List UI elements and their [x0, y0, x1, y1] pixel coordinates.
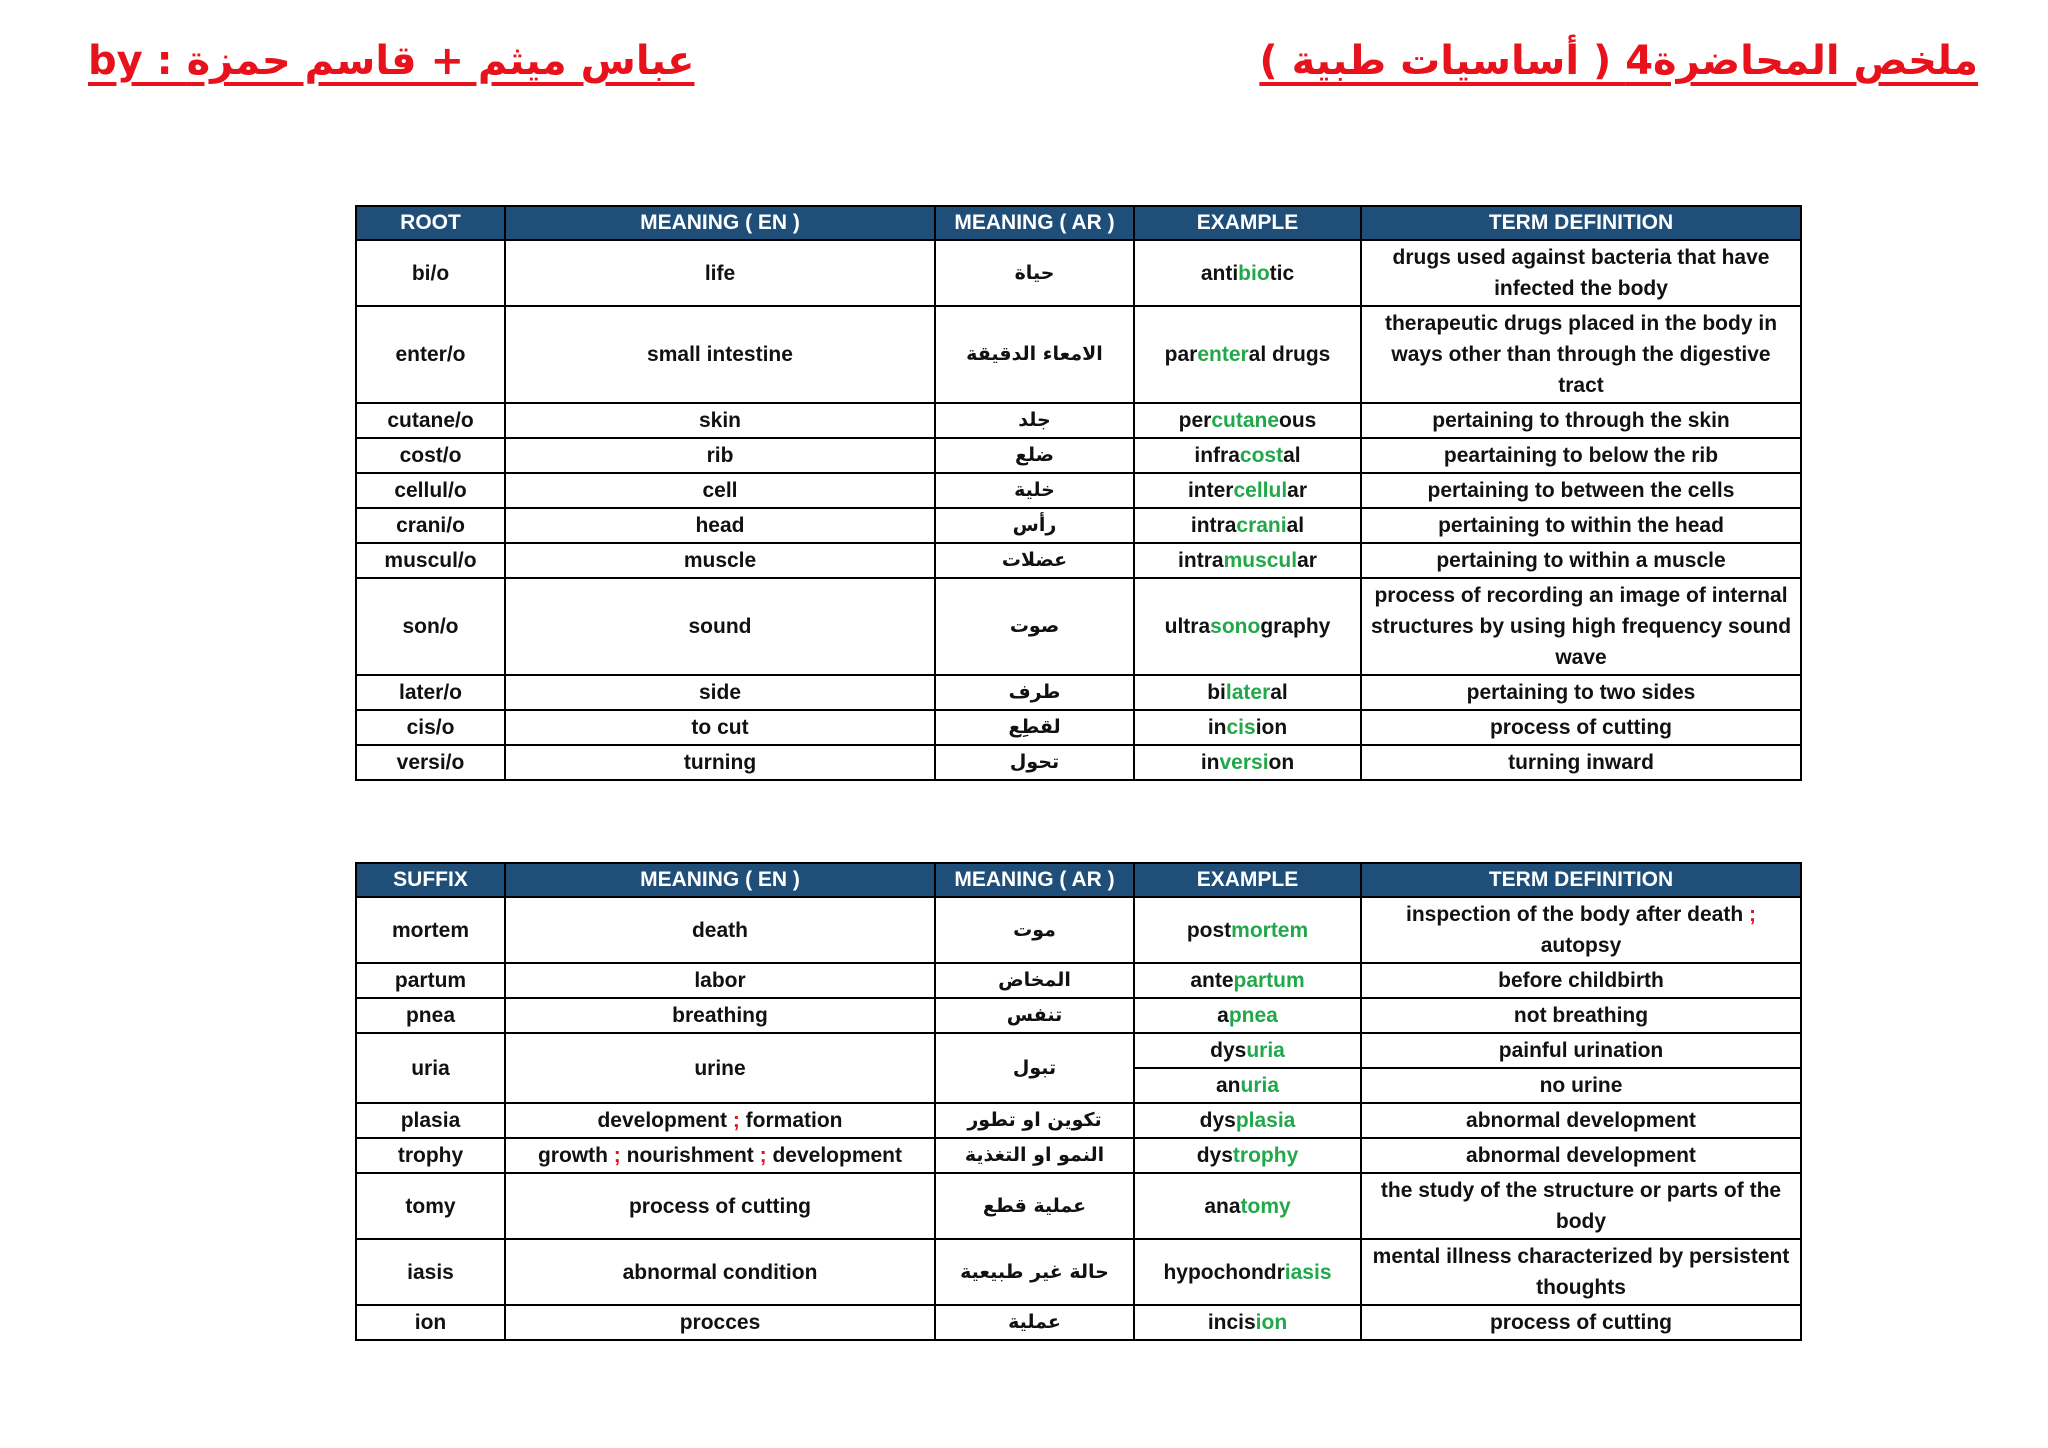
table-row: [356, 473, 1801, 508]
meaning-en-text: cell: [702, 479, 738, 502]
meaning-ar-cell: [935, 306, 1134, 403]
example-prefix: incis: [1207, 1311, 1256, 1334]
definition-cell: [1361, 306, 1801, 403]
example-cell: [1134, 306, 1361, 403]
meaning-ar-cell: [935, 1033, 1134, 1103]
example-cell: [1134, 1068, 1361, 1103]
meaning-en-text: muscle: [683, 549, 757, 572]
table-row: [356, 675, 1801, 710]
definition-text: pertaining to two sides: [1466, 681, 1696, 704]
definition-text: no urine: [1539, 1074, 1623, 1097]
root-text: muscul/o: [384, 549, 477, 572]
definition-cell: [1361, 508, 1801, 543]
col-header-example: EXAMPLE: [1134, 863, 1361, 897]
meaning-en-text: breathing: [672, 1004, 768, 1027]
separator: ;: [613, 1144, 621, 1167]
definition-cell: [1361, 1305, 1801, 1340]
root-cell: [356, 543, 505, 578]
roots-table: [355, 205, 1802, 781]
example-highlight: cellul: [1233, 479, 1288, 502]
suffixes-table: [355, 862, 1802, 1341]
suffix-cell: [356, 1103, 505, 1138]
meaning-en-cell: [505, 1239, 935, 1305]
suffix-text: iasis: [407, 1260, 454, 1284]
example-highlight: enter: [1197, 343, 1249, 366]
definition-cell: [1361, 710, 1801, 745]
suffix-text: tomy: [405, 1194, 456, 1218]
meaning-en-text: rib: [706, 444, 734, 467]
example-highlight: mortem: [1231, 918, 1309, 942]
root-cell: [356, 473, 505, 508]
col-header-meaning-en: MEANING ( EN ): [505, 863, 935, 897]
example-prefix: ante: [1190, 969, 1234, 992]
table-row: [356, 745, 1801, 780]
definition-text: inspection of the body after death: [1405, 903, 1750, 926]
example-prefix: in: [1200, 751, 1220, 774]
meaning-en-text: nourishment: [620, 1144, 760, 1167]
meaning-ar-text: تنفس: [1006, 1004, 1063, 1026]
suffix-text: ion: [414, 1311, 447, 1334]
example-cell: [1134, 438, 1361, 473]
example-suffix: al drugs: [1248, 343, 1331, 366]
meaning-ar-cell: [935, 1173, 1134, 1239]
root-text: enter/o: [395, 343, 466, 366]
meaning-en-text: small intestine: [647, 343, 793, 366]
meaning-en-cell: [505, 1138, 935, 1173]
separator: ;: [732, 1109, 740, 1132]
definition-cell: [1361, 543, 1801, 578]
example-prefix: in: [1207, 716, 1227, 739]
example-suffix: ous: [1279, 409, 1317, 432]
example-cell: [1134, 1033, 1361, 1068]
meaning-en-text: side: [698, 681, 742, 704]
meaning-ar-cell: [935, 1305, 1134, 1340]
definition-text: autopsy: [1540, 934, 1622, 957]
example-highlight: uria: [1240, 1074, 1280, 1097]
meaning-en-text: process of cutting: [628, 1194, 812, 1218]
example-prefix: an: [1215, 1074, 1241, 1097]
root-text: cost/o: [399, 444, 462, 467]
example-prefix: dys: [1199, 1109, 1236, 1132]
definition-cell: [1361, 438, 1801, 473]
meaning-en-text: life: [704, 261, 736, 285]
meaning-en-cell: [505, 963, 935, 998]
meaning-ar-cell: [935, 745, 1134, 780]
definition-cell: [1361, 1103, 1801, 1138]
example-cell: [1134, 998, 1361, 1033]
definition-text: pertaining to between the cells: [1427, 479, 1735, 502]
meaning-ar-cell: [935, 963, 1134, 998]
meaning-ar-cell: [935, 403, 1134, 438]
definition-text: pertaining to within the head: [1438, 514, 1724, 537]
definition-text: drugs used against bacteria that have infected the body: [1392, 246, 1770, 300]
meaning-ar-text: الامعاء الدقيقة: [966, 343, 1103, 365]
meaning-ar-text: خلية: [1014, 479, 1055, 501]
definition-text: before childbirth: [1498, 969, 1664, 992]
meaning-en-text: abnormal condition: [622, 1260, 818, 1284]
meaning-ar-cell: [935, 675, 1134, 710]
root-text: later/o: [398, 681, 463, 704]
example-cell: [1134, 745, 1361, 780]
example-cell: [1134, 710, 1361, 745]
root-text: cellul/o: [394, 479, 467, 502]
root-cell: [356, 508, 505, 543]
example-highlight: cis: [1226, 716, 1256, 739]
example-prefix: infra: [1194, 444, 1240, 467]
suffix-cell: [356, 897, 505, 963]
suffix-text: uria: [411, 1056, 450, 1080]
meaning-en-text: development: [766, 1144, 903, 1167]
separator: ;: [759, 1144, 767, 1167]
root-text: crani/o: [396, 514, 465, 537]
meaning-ar-cell: [935, 240, 1134, 306]
example-prefix: intra: [1190, 514, 1237, 537]
root-text: cutane/o: [387, 409, 474, 432]
meaning-ar-cell: [935, 543, 1134, 578]
example-prefix: intra: [1178, 549, 1224, 572]
example-cell: [1134, 1103, 1361, 1138]
example-highlight: plasia: [1235, 1109, 1296, 1132]
example-cell: [1134, 897, 1361, 963]
meaning-en-text: death: [691, 918, 748, 942]
suffix-text: trophy: [397, 1144, 464, 1167]
example-highlight: versi: [1219, 751, 1269, 774]
meaning-en-text: formation: [739, 1109, 843, 1132]
meaning-en-cell: [505, 1103, 935, 1138]
meaning-ar-cell: [935, 897, 1134, 963]
meaning-ar-text: عملية قطع: [982, 1194, 1087, 1217]
meaning-ar-text: حياة: [1014, 261, 1055, 284]
definition-cell: [1361, 1138, 1801, 1173]
table-row: [356, 240, 1801, 306]
example-cell: [1134, 473, 1361, 508]
example-highlight: crani: [1236, 514, 1287, 537]
meaning-en-cell: [505, 675, 935, 710]
suffix-cell: [356, 1173, 505, 1239]
meaning-en-cell: [505, 1305, 935, 1340]
meaning-ar-cell: [935, 508, 1134, 543]
table-row: [356, 508, 1801, 543]
table-row: [356, 1138, 1801, 1173]
example-prefix: dys: [1210, 1039, 1247, 1062]
definition-cell: [1361, 403, 1801, 438]
example-suffix: ar: [1287, 479, 1308, 502]
table-header-row: [356, 863, 1801, 897]
suffix-text: partum: [394, 969, 467, 992]
col-header-root: ROOT: [356, 206, 505, 240]
definition-text: painful urination: [1498, 1039, 1664, 1062]
meaning-en-text: growth: [537, 1144, 614, 1167]
root-text: son/o: [402, 615, 459, 638]
example-cell: [1134, 1305, 1361, 1340]
example-cell: [1134, 403, 1361, 438]
suffix-text: mortem: [391, 918, 470, 942]
meaning-en-cell: [505, 745, 935, 780]
example-cell: [1134, 1173, 1361, 1239]
definition-cell: [1361, 578, 1801, 675]
example-cell: [1134, 675, 1361, 710]
table-row: [356, 1239, 1801, 1305]
table-row: [356, 578, 1801, 675]
example-highlight: later: [1225, 681, 1271, 704]
example-suffix: on: [1268, 751, 1295, 774]
root-cell: [356, 438, 505, 473]
root-text: versi/o: [396, 751, 465, 774]
lecture-title: ملخص المحاضرة4 ( أساسيات طبية ): [1259, 38, 1978, 84]
meaning-ar-text: طرف: [1008, 681, 1061, 703]
meaning-en-text: procces: [679, 1311, 761, 1334]
example-highlight: muscul: [1223, 549, 1298, 572]
example-cell: [1134, 1138, 1361, 1173]
definition-cell: [1361, 240, 1801, 306]
example-prefix: dys: [1196, 1144, 1233, 1167]
definition-text: not breathing: [1513, 1004, 1649, 1027]
col-header-definition: TERM DEFINITION: [1361, 206, 1801, 240]
root-text: bi/o: [411, 261, 450, 285]
table-row: [356, 438, 1801, 473]
definition-text: pertaining to through the skin: [1432, 409, 1730, 432]
col-header-example: EXAMPLE: [1134, 206, 1361, 240]
root-cell: [356, 240, 505, 306]
meaning-en-cell: [505, 578, 935, 675]
meaning-en-cell: [505, 473, 935, 508]
meaning-ar-cell: [935, 998, 1134, 1033]
example-suffix: al: [1286, 514, 1305, 537]
meaning-ar-cell: [935, 438, 1134, 473]
col-header-meaning-ar: MEANING ( AR ): [935, 206, 1134, 240]
meaning-ar-text: لقطِع: [1008, 716, 1061, 738]
table-row: [356, 306, 1801, 403]
example-highlight: iasis: [1284, 1260, 1332, 1284]
meaning-en-cell: [505, 1033, 935, 1103]
table-row: [356, 1103, 1801, 1138]
definition-text: peartaining to below the rib: [1443, 444, 1719, 467]
meaning-en-cell: [505, 240, 935, 306]
definition-text: process of recording an image of internal structures by using high frequency sound wave: [1370, 584, 1792, 669]
meaning-ar-text: النمو او التغذية: [964, 1144, 1105, 1166]
example-highlight: ion: [1255, 1311, 1288, 1334]
definition-cell: [1361, 897, 1801, 963]
suffix-cell: [356, 1305, 505, 1340]
meaning-en-text: turning: [683, 751, 757, 774]
table-row: [356, 963, 1801, 998]
example-prefix: ana: [1204, 1194, 1241, 1218]
table-row: [356, 1033, 1801, 1068]
meaning-en-text: labor: [694, 969, 746, 992]
meaning-ar-text: عملية: [1008, 1311, 1061, 1333]
example-prefix: post: [1186, 918, 1232, 942]
example-prefix: a: [1217, 1004, 1229, 1027]
col-header-meaning-ar: MEANING ( AR ): [935, 863, 1134, 897]
definition-text: mental illness characterized by persistent thoughts: [1372, 1245, 1790, 1299]
definition-text: process of cutting: [1489, 716, 1673, 739]
example-suffix: ar: [1297, 549, 1317, 572]
meaning-en-cell: [505, 998, 935, 1033]
meaning-en-text: skin: [698, 409, 742, 432]
meaning-en-cell: [505, 543, 935, 578]
meaning-ar-cell: [935, 1103, 1134, 1138]
meaning-en-cell: [505, 438, 935, 473]
table-row: [356, 403, 1801, 438]
root-cell: [356, 745, 505, 780]
definition-cell: [1361, 998, 1801, 1033]
definition-text: the study of the structure or parts of the body: [1380, 1179, 1782, 1233]
meaning-en-text: development: [597, 1109, 733, 1132]
meaning-en-cell: [505, 710, 935, 745]
definition-cell: [1361, 1068, 1801, 1103]
example-highlight: trophy: [1232, 1144, 1299, 1167]
root-cell: [356, 675, 505, 710]
example-highlight: cost: [1239, 444, 1284, 467]
example-highlight: cutane: [1211, 409, 1280, 432]
example-cell: [1134, 543, 1361, 578]
example-highlight: uria: [1246, 1039, 1285, 1062]
definition-cell: [1361, 963, 1801, 998]
suffix-cell: [356, 1138, 505, 1173]
example-highlight: bio: [1238, 261, 1270, 285]
meaning-ar-cell: [935, 473, 1134, 508]
definition-cell: [1361, 745, 1801, 780]
example-cell: [1134, 508, 1361, 543]
example-prefix: hypochondr: [1163, 1260, 1285, 1284]
definition-cell: [1361, 1033, 1801, 1068]
table-row: [356, 897, 1801, 963]
example-prefix: per: [1178, 409, 1212, 432]
definition-cell: [1361, 473, 1801, 508]
definition-cell: [1361, 1239, 1801, 1305]
meaning-ar-text: تحول: [1009, 751, 1060, 773]
example-suffix: graphy: [1260, 615, 1331, 638]
meaning-ar-text: صوت: [1009, 615, 1060, 637]
example-cell: [1134, 240, 1361, 306]
root-cell: [356, 403, 505, 438]
meaning-ar-text: تبول: [1012, 1056, 1057, 1079]
suffix-text: plasia: [400, 1109, 461, 1132]
example-cell: [1134, 963, 1361, 998]
example-cell: [1134, 578, 1361, 675]
meaning-ar-text: موت: [1013, 918, 1056, 941]
table-row: [356, 1305, 1801, 1340]
root-cell: [356, 710, 505, 745]
root-cell: [356, 578, 505, 675]
meaning-ar-cell: [935, 1239, 1134, 1305]
definition-text: turning inward: [1508, 751, 1654, 774]
col-header-suffix: SUFFIX: [356, 863, 505, 897]
meaning-ar-text: عضلات: [1001, 549, 1068, 571]
example-suffix: al: [1270, 681, 1288, 704]
meaning-ar-text: رأس: [1012, 514, 1057, 536]
root-cell: [356, 306, 505, 403]
author-credit: by : عباس ميثم + قاسم حمزة: [88, 38, 695, 84]
definition-text: abnormal development: [1466, 1144, 1696, 1167]
example-suffix: al: [1283, 444, 1301, 467]
col-header-meaning-en: MEANING ( EN ): [505, 206, 935, 240]
example-prefix: anti: [1200, 261, 1239, 285]
suffix-cell: [356, 998, 505, 1033]
example-prefix: bi: [1207, 681, 1226, 704]
root-text: cis/o: [406, 716, 455, 739]
separator: ;: [1749, 903, 1757, 926]
meaning-ar-text: ضلع: [1014, 444, 1055, 466]
example-prefix: ultra: [1164, 615, 1211, 638]
meaning-en-cell: [505, 508, 935, 543]
definition-cell: [1361, 1173, 1801, 1239]
definition-text: pertaining to within a muscle: [1436, 549, 1726, 572]
meaning-en-text: head: [695, 514, 745, 537]
meaning-ar-text: المخاض: [998, 969, 1071, 991]
meaning-ar-cell: [935, 1138, 1134, 1173]
example-highlight: pnea: [1228, 1004, 1278, 1027]
example-highlight: partum: [1233, 969, 1305, 992]
meaning-ar-cell: [935, 578, 1134, 675]
suffix-cell: [356, 1033, 505, 1103]
meaning-ar-text: تكوين او تطور: [967, 1109, 1102, 1131]
meaning-en-cell: [505, 897, 935, 963]
table-row: [356, 998, 1801, 1033]
table-row: [356, 710, 1801, 745]
definition-text: process of cutting: [1489, 1311, 1673, 1334]
suffix-text: pnea: [405, 1004, 455, 1027]
col-header-definition: TERM DEFINITION: [1361, 863, 1801, 897]
table-row: [356, 1173, 1801, 1239]
meaning-en-cell: [505, 1173, 935, 1239]
meaning-en-cell: [505, 403, 935, 438]
table-row: [356, 543, 1801, 578]
example-prefix: inter: [1187, 479, 1234, 502]
example-highlight: tomy: [1240, 1194, 1291, 1218]
definition-cell: [1361, 675, 1801, 710]
meaning-ar-text: جلد: [1018, 409, 1051, 431]
meaning-en-text: urine: [694, 1056, 746, 1080]
example-suffix: ion: [1255, 716, 1288, 739]
meaning-en-text: to cut: [691, 716, 749, 739]
meaning-en-text: sound: [688, 615, 752, 638]
example-suffix: tic: [1269, 261, 1295, 285]
table-header-row: [356, 206, 1801, 240]
suffix-cell: [356, 1239, 505, 1305]
definition-text: therapeutic drugs placed in the body in ways other than through the digestive tract: [1384, 312, 1778, 397]
meaning-ar-text: حالة غير طبيعية: [960, 1260, 1109, 1283]
suffix-cell: [356, 963, 505, 998]
example-prefix: par: [1164, 343, 1198, 366]
meaning-ar-cell: [935, 710, 1134, 745]
definition-text: abnormal development: [1466, 1109, 1696, 1132]
meaning-en-cell: [505, 306, 935, 403]
example-highlight: sono: [1210, 615, 1261, 638]
example-cell: [1134, 1239, 1361, 1305]
